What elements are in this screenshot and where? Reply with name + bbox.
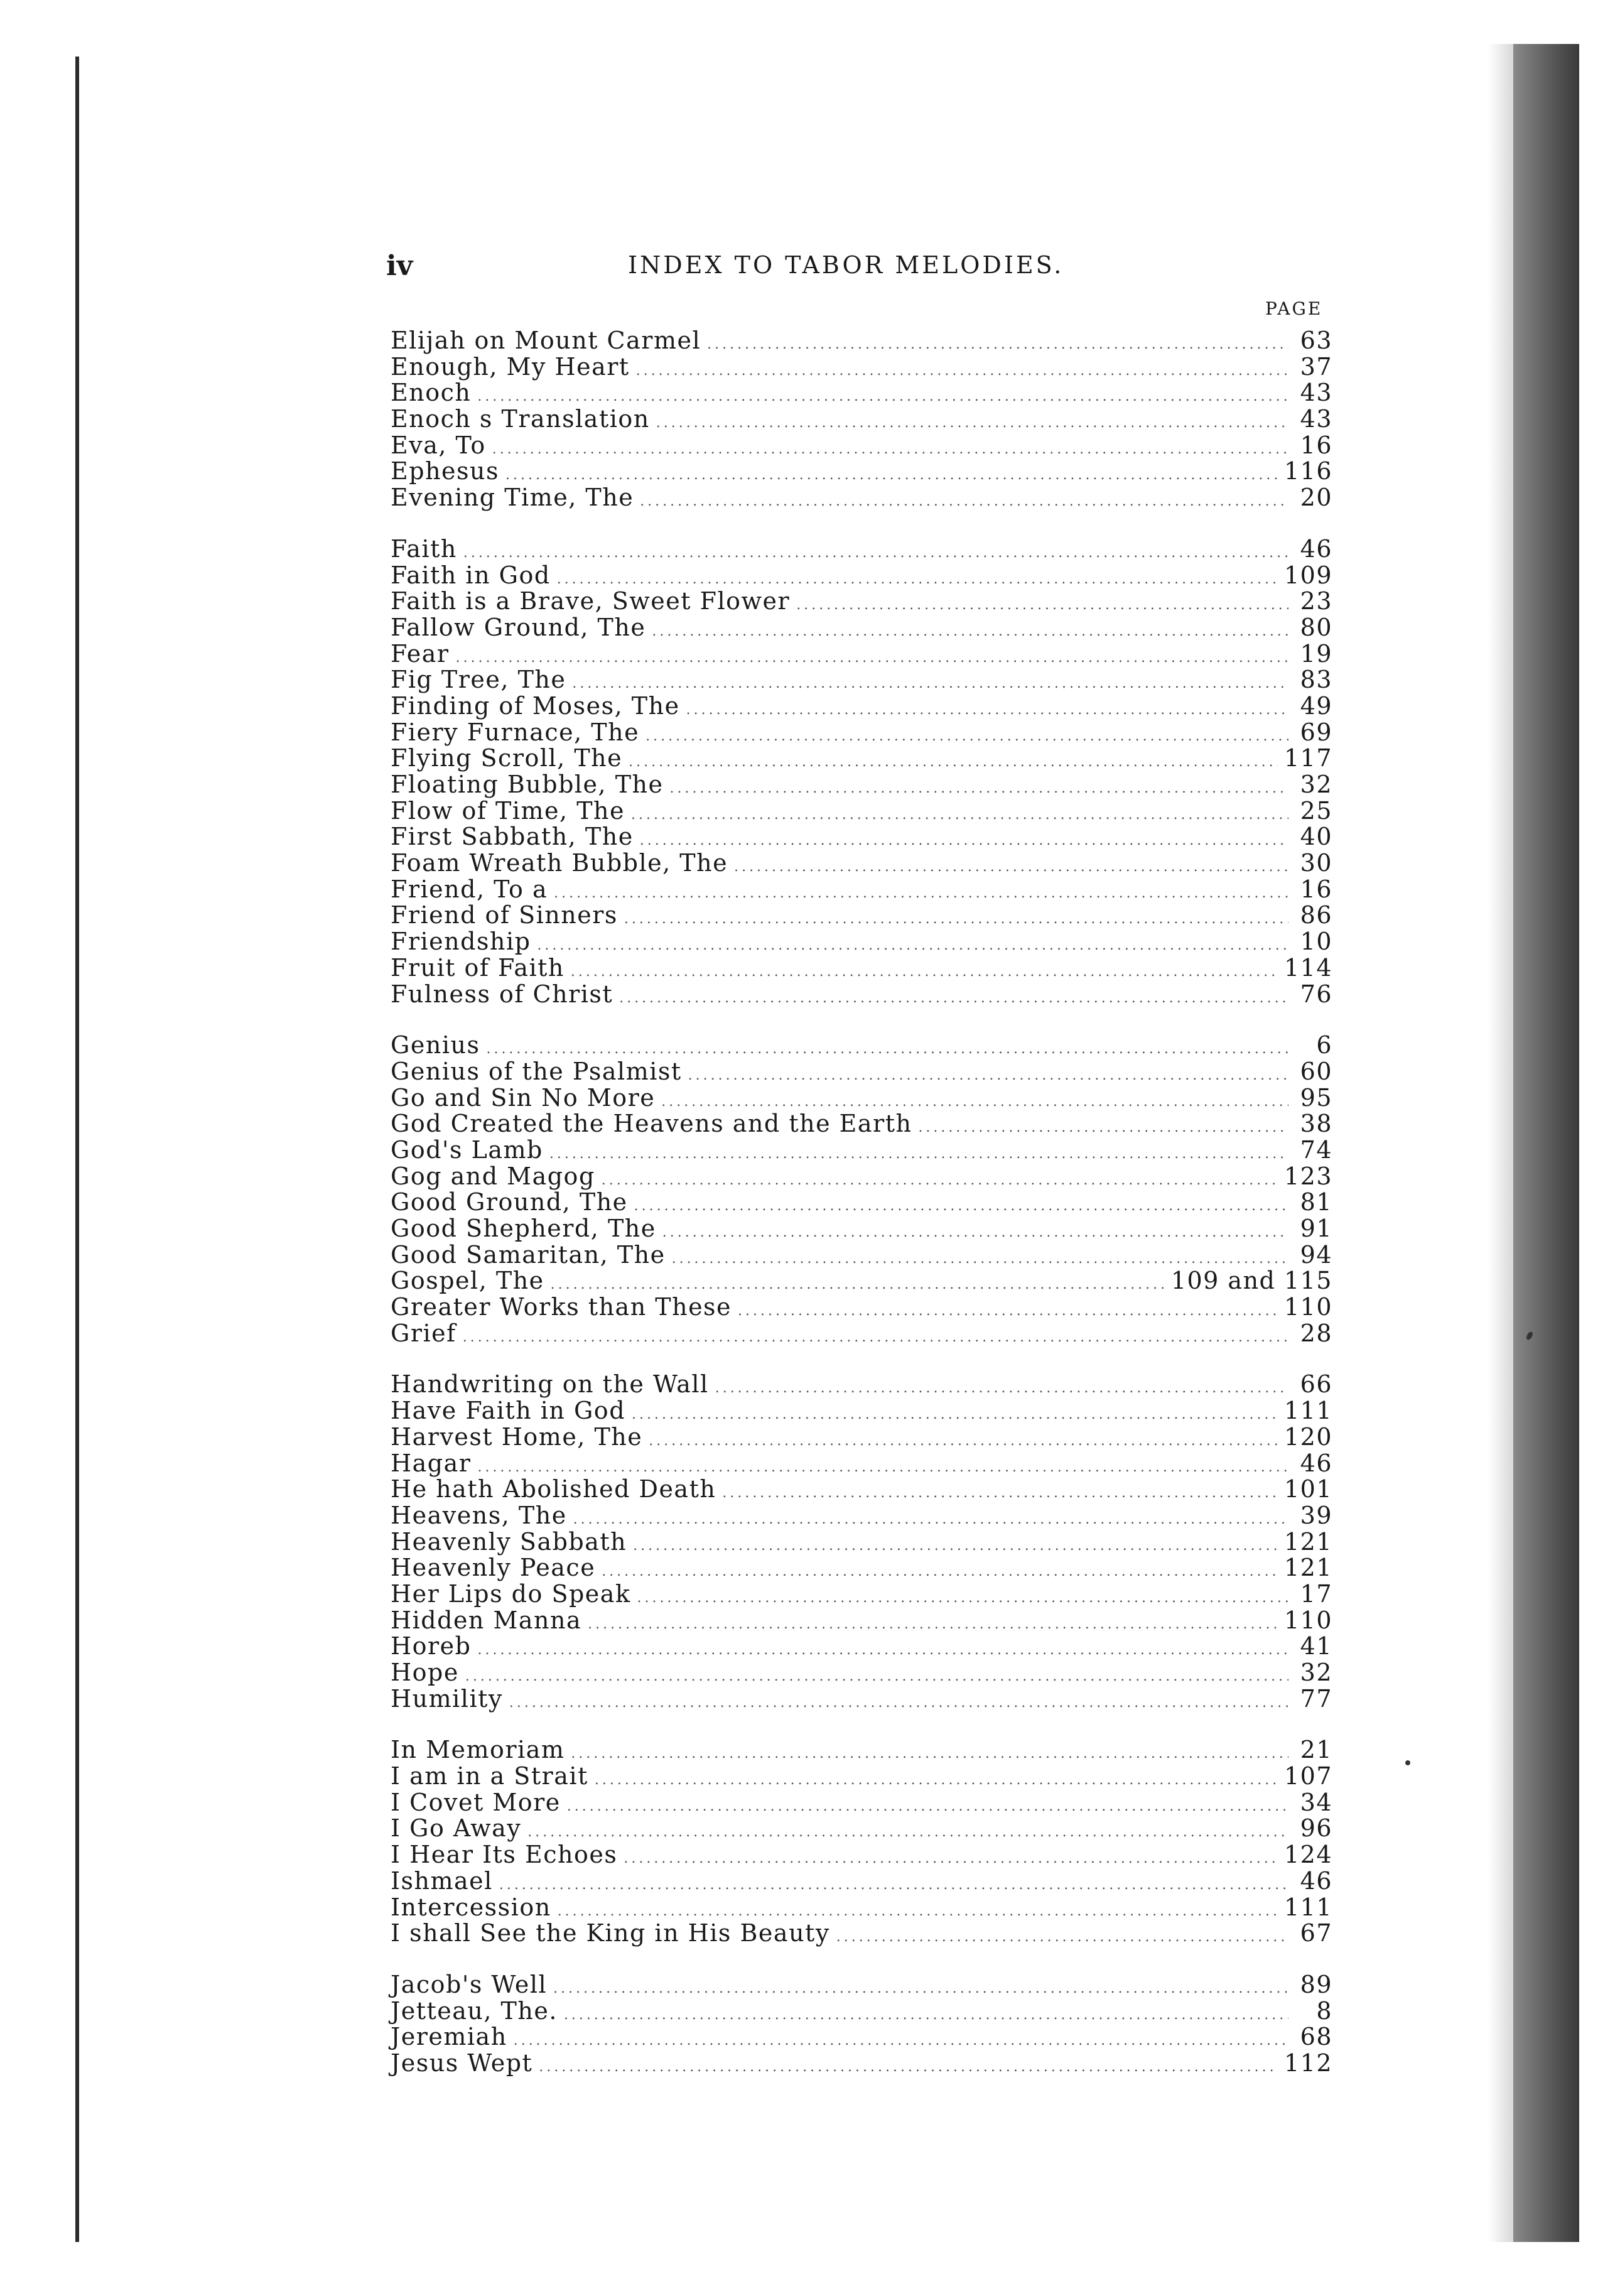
entry-title: Have Faith in God: [391, 1397, 626, 1425]
dot-leader: [629, 749, 1278, 776]
entry-page-number: 91: [1300, 1215, 1332, 1242]
entry-title: God's Lamb: [391, 1135, 543, 1164]
dot-leader: [637, 1585, 1288, 1611]
entry-page-number: 107: [1283, 1762, 1332, 1790]
index-entry: [391, 485, 1332, 511]
dot-leader: [686, 697, 1288, 723]
index-entry: [391, 1503, 1332, 1529]
entry-page-number: 23: [1300, 587, 1332, 615]
index-entry: [391, 641, 1332, 668]
entry-title: Gospel, The: [391, 1267, 544, 1295]
entry-title: Friend of Sinners: [391, 901, 618, 929]
entry-page-number: 10: [1300, 928, 1332, 956]
dot-leader: [734, 854, 1288, 880]
entry-page-number: 124: [1283, 1841, 1332, 1869]
index-entry: [391, 1164, 1332, 1190]
entry-page-number: 116: [1283, 457, 1332, 485]
entry-page-number: 114: [1283, 953, 1332, 982]
dot-leader: [918, 1115, 1288, 1141]
index-entry: [391, 328, 1332, 354]
index-entry: [391, 1059, 1332, 1085]
entry-title: Heavenly Peace: [391, 1554, 596, 1582]
entry-page-number: 86: [1300, 901, 1332, 929]
dot-leader: [463, 1324, 1288, 1351]
dot-leader: [722, 1480, 1278, 1507]
entry-title: Elijah on Mount Carmel: [391, 327, 701, 354]
entry-title: Good Ground, The: [391, 1188, 628, 1216]
index-entry: [391, 1972, 1332, 1998]
dot-leader: [631, 802, 1288, 828]
page-header: [386, 250, 1341, 288]
dot-leader: [573, 1507, 1288, 1533]
page-number: iv: [386, 250, 413, 282]
index-list: [391, 328, 1332, 2102]
dot-leader: [645, 723, 1288, 750]
entry-title: Greater Works than These: [391, 1293, 732, 1321]
page-column-label: PAGE: [1265, 298, 1323, 319]
entry-title: God Created the Heavens and the Earth: [391, 1110, 912, 1138]
entry-page-number: 21: [1300, 1736, 1332, 1764]
entry-page-number: 77: [1300, 1684, 1332, 1713]
entry-title: Horeb: [391, 1632, 472, 1660]
entry-title: Enough, My Heart: [391, 352, 630, 381]
dot-leader: [463, 540, 1288, 566]
entry-page-number: 109 and 115: [1170, 1267, 1332, 1295]
dot-leader: [537, 933, 1288, 959]
entry-page-number: 66: [1300, 1370, 1332, 1399]
entry-title: Her Lips do Speak: [391, 1579, 631, 1608]
index-entry: [391, 1032, 1332, 1059]
index-entry: [391, 458, 1332, 485]
index-entry: [391, 1398, 1332, 1424]
entry-title: First Sabbath, The: [391, 823, 634, 851]
entry-page-number: 120: [1283, 1422, 1332, 1451]
entry-page-number: 28: [1300, 1319, 1332, 1347]
entry-page-number: 110: [1283, 1293, 1332, 1321]
index-entry: [391, 1686, 1332, 1713]
dot-leader: [465, 1664, 1288, 1690]
entry-title: Enoch: [391, 379, 472, 407]
entry-title: Fallow Ground, The: [391, 613, 646, 641]
entry-title: Genius: [391, 1031, 480, 1059]
entry-page-number: 39: [1300, 1501, 1332, 1529]
entry-title: Heavens, The: [391, 1501, 567, 1529]
entry-page-number: 89: [1300, 1970, 1332, 1998]
entry-page-number: 94: [1300, 1240, 1332, 1269]
dot-leader: [456, 645, 1288, 671]
dot-leader: [670, 776, 1288, 802]
entry-page-number: 41: [1300, 1632, 1332, 1660]
entry-page-number: 69: [1300, 718, 1332, 746]
index-entry: [391, 1321, 1332, 1347]
dot-leader: [656, 410, 1288, 436]
entry-title: Fear: [391, 639, 450, 668]
dot-leader: [564, 2002, 1288, 2028]
entry-page-number: 95: [1300, 1083, 1332, 1112]
entry-title: I shall See the King in His Beauty: [391, 1919, 830, 1947]
index-entry: [391, 1424, 1332, 1451]
entry-page-number: 96: [1300, 1814, 1332, 1843]
entry-title: Evening Time, The: [391, 484, 634, 512]
entry-page-number: 49: [1300, 691, 1332, 720]
entry-title: Eva, To: [391, 431, 486, 459]
dot-leader: [640, 489, 1288, 515]
entry-page-number: 37: [1300, 352, 1332, 381]
index-entry: [391, 772, 1332, 798]
entry-page-number: 109: [1283, 561, 1332, 589]
dot-leader: [602, 1167, 1278, 1194]
entry-page-number: 20: [1300, 484, 1332, 512]
index-entry: [391, 1137, 1332, 1164]
dot-leader: [634, 1193, 1288, 1220]
index-entry: [391, 563, 1332, 589]
entry-page-number: 8: [1316, 1996, 1332, 2025]
entry-page-number: 43: [1300, 379, 1332, 407]
dot-leader: [567, 1794, 1288, 1820]
dot-leader: [624, 1846, 1278, 1872]
entry-page-number: 32: [1300, 771, 1332, 798]
index-entry: [391, 1555, 1332, 1581]
entry-page-number: 76: [1300, 980, 1332, 1008]
index-entry: [391, 824, 1332, 850]
entry-title: Flying Scroll, The: [391, 744, 623, 772]
entry-page-number: 67: [1300, 1919, 1332, 1947]
index-entry: [391, 667, 1332, 693]
entry-page-number: 25: [1300, 796, 1332, 825]
entry-page-number: 123: [1283, 1162, 1332, 1190]
entry-page-number: 121: [1283, 1527, 1332, 1556]
dot-leader: [636, 358, 1288, 384]
entry-page-number: 19: [1300, 639, 1332, 668]
entry-page-number: 68: [1300, 2023, 1332, 2051]
dot-leader: [595, 1767, 1278, 1794]
entry-title: Grief: [391, 1319, 456, 1347]
entry-page-number: 63: [1300, 327, 1332, 354]
dot-leader: [652, 619, 1288, 645]
index-entry: [391, 2024, 1332, 2050]
dot-leader: [619, 985, 1288, 1012]
index-entry: [391, 536, 1332, 563]
index-entry: [391, 380, 1332, 406]
index-entry: [391, 1216, 1332, 1242]
index-entry: [391, 877, 1332, 903]
index-entry: [391, 1451, 1332, 1477]
index-entry: [391, 615, 1332, 641]
index-entry: [391, 850, 1332, 877]
entry-title: Genius of the Psalmist: [391, 1057, 682, 1085]
index-entry: [391, 982, 1332, 1008]
index-entry: [391, 354, 1332, 381]
entry-page-number: 112: [1283, 2049, 1332, 2077]
entry-page-number: 74: [1300, 1135, 1332, 1164]
entry-title: Ephesus: [391, 457, 500, 485]
entry-title: Foam Wreath Bubble, The: [391, 849, 728, 877]
index-entry: [391, 745, 1332, 772]
index-entry: [391, 1660, 1332, 1686]
index-entry: [391, 1790, 1332, 1816]
dot-leader: [796, 592, 1288, 619]
entry-page-number: 34: [1300, 1788, 1332, 1816]
index-entry: [391, 1085, 1332, 1112]
index-entry: [391, 1268, 1332, 1294]
entry-title: Good Samaritan, The: [391, 1240, 666, 1269]
entry-title: Heavenly Sabbath: [391, 1527, 627, 1556]
entry-page-number: 30: [1300, 849, 1332, 877]
entry-title: Jesus Wept: [391, 2049, 533, 2077]
index-section: [391, 536, 1332, 1007]
index-entry: [391, 1242, 1332, 1269]
entry-page-number: 111: [1283, 1893, 1332, 1921]
entry-title: Fulness of Christ: [391, 980, 613, 1008]
entry-title: Finding of Moses, The: [391, 691, 680, 720]
dot-leader: [602, 1559, 1278, 1585]
dot-leader: [688, 1063, 1288, 1089]
entry-title: Enoch s Translation: [391, 405, 650, 433]
index-entry: [391, 1111, 1332, 1137]
entry-page-number: 43: [1300, 405, 1332, 433]
entry-title: Jacob's Well: [391, 1970, 548, 1998]
entry-title: I Hear Its Echoes: [391, 1841, 618, 1869]
index-entry: [391, 1868, 1332, 1895]
dot-leader: [553, 1976, 1288, 2002]
entry-title: In Memoriam: [391, 1736, 565, 1764]
entry-title: Faith: [391, 534, 457, 563]
dot-leader: [492, 436, 1288, 463]
dot-leader: [624, 906, 1288, 933]
entry-title: Intercession: [391, 1893, 551, 1921]
index-entry: [391, 1842, 1332, 1868]
index-entry: [391, 1608, 1332, 1634]
dot-leader: [632, 1402, 1278, 1428]
entry-title: Handwriting on the Wall: [391, 1370, 709, 1399]
entry-page-number: 83: [1300, 666, 1332, 694]
entry-page-number: 111: [1283, 1397, 1332, 1425]
entry-title: Hidden Manna: [391, 1606, 582, 1634]
book-spine-shadow: [1513, 44, 1579, 2242]
entry-title: Jeremiah: [391, 2023, 507, 2051]
entry-title: Good Shepherd, The: [391, 1215, 656, 1242]
dot-leader: [640, 828, 1288, 854]
entry-title: Friend, To a: [391, 875, 548, 903]
dot-leader: [715, 1375, 1288, 1402]
entry-title: Fig Tree, The: [391, 666, 566, 694]
entry-page-number: 46: [1300, 1866, 1332, 1895]
index-entry: [391, 2050, 1332, 2077]
entry-page-number: 38: [1300, 1110, 1332, 1138]
entry-page-number: 17: [1300, 1579, 1332, 1608]
dot-leader: [514, 2028, 1288, 2054]
entry-title: Humility: [391, 1684, 503, 1713]
dot-leader: [539, 2054, 1278, 2081]
index-entry: [391, 798, 1332, 825]
entry-title: I Go Away: [391, 1814, 522, 1843]
entry-title: I am in a Strait: [391, 1762, 588, 1790]
index-entry: [391, 1189, 1332, 1216]
entry-title: Floating Bubble, The: [391, 771, 664, 798]
entry-page-number: 16: [1300, 875, 1332, 903]
index-section: [391, 1372, 1332, 1712]
entry-title: Hagar: [391, 1449, 472, 1477]
entry-page-number: 46: [1300, 1449, 1332, 1477]
dot-leader: [509, 1690, 1288, 1716]
entry-title: Go and Sin No More: [391, 1083, 656, 1112]
entry-title: Fiery Furnace, The: [391, 718, 640, 746]
index-entry: [391, 1633, 1332, 1660]
entry-title: Ishmael: [391, 1866, 493, 1895]
dot-leader: [478, 1637, 1289, 1664]
entry-page-number: 81: [1300, 1188, 1332, 1216]
index-entry: [391, 1294, 1332, 1321]
index-entry: [391, 955, 1332, 982]
index-entry: [391, 588, 1332, 615]
dot-leader: [738, 1298, 1278, 1324]
entry-page-number: 6: [1316, 1031, 1332, 1059]
entry-title: Flow of Time, The: [391, 796, 625, 825]
index-entry: [391, 1737, 1332, 1763]
index-entry: [391, 1372, 1332, 1398]
index-entry: [391, 1529, 1332, 1556]
index-entry: [391, 902, 1332, 929]
index-section: [391, 1737, 1332, 1947]
dot-leader: [571, 1741, 1288, 1767]
dot-leader: [527, 1819, 1288, 1846]
dot-leader: [549, 1141, 1288, 1167]
index-entry: [391, 1998, 1332, 2025]
dot-leader: [571, 959, 1278, 985]
index-entry: [391, 1581, 1332, 1608]
index-entry: [391, 433, 1332, 459]
dot-leader: [707, 332, 1288, 358]
index-entry: [391, 693, 1332, 720]
entry-page-number: 80: [1300, 613, 1332, 641]
entry-title: Jetteau, The.: [391, 1996, 558, 2025]
dot-leader: [662, 1220, 1288, 1246]
entry-page-number: 60: [1300, 1057, 1332, 1085]
dot-leader: [499, 1872, 1288, 1898]
entry-page-number: 32: [1300, 1659, 1332, 1686]
entry-title: Faith is a Brave, Sweet Flower: [391, 587, 791, 615]
index-entry: [391, 406, 1332, 433]
entry-page-number: 40: [1300, 823, 1332, 851]
entry-title: Friendship: [391, 928, 531, 956]
entry-page-number: 117: [1283, 744, 1332, 772]
entry-page-number: 16: [1300, 431, 1332, 459]
index-section: [391, 1032, 1332, 1346]
index-section: [391, 328, 1332, 511]
entry-title: Faith in God: [391, 561, 551, 589]
dot-leader: [588, 1611, 1278, 1638]
entry-page-number: 46: [1300, 534, 1332, 563]
index-entry: [391, 929, 1332, 955]
entry-page-number: 110: [1283, 1606, 1332, 1634]
page-edge-right: [1488, 44, 1513, 2242]
index-entry: [391, 1920, 1332, 1947]
running-title: INDEX TO TABOR MELODIES.: [628, 251, 1064, 279]
entry-title: Hope: [391, 1659, 459, 1686]
dot-leader: [649, 1428, 1278, 1454]
page-speck: [1405, 1760, 1410, 1765]
entry-title: He hath Abolished Death: [391, 1475, 716, 1503]
index-entry: [391, 720, 1332, 746]
index-entry: [391, 1476, 1332, 1503]
index-entry: [391, 1895, 1332, 1921]
entry-title: Fruit of Faith: [391, 953, 564, 982]
entry-page-number: 101: [1283, 1475, 1332, 1503]
entry-title: Gog and Magog: [391, 1162, 595, 1190]
dot-leader: [836, 1924, 1288, 1951]
index-section: [391, 1972, 1332, 2077]
index-entry: [391, 1763, 1332, 1790]
entry-page-number: 121: [1283, 1554, 1332, 1582]
entry-title: Harvest Home, The: [391, 1422, 643, 1451]
dot-leader: [554, 880, 1288, 907]
dot-leader: [633, 1533, 1278, 1559]
index-entry: [391, 1816, 1332, 1842]
entry-title: I Covet More: [391, 1788, 561, 1816]
